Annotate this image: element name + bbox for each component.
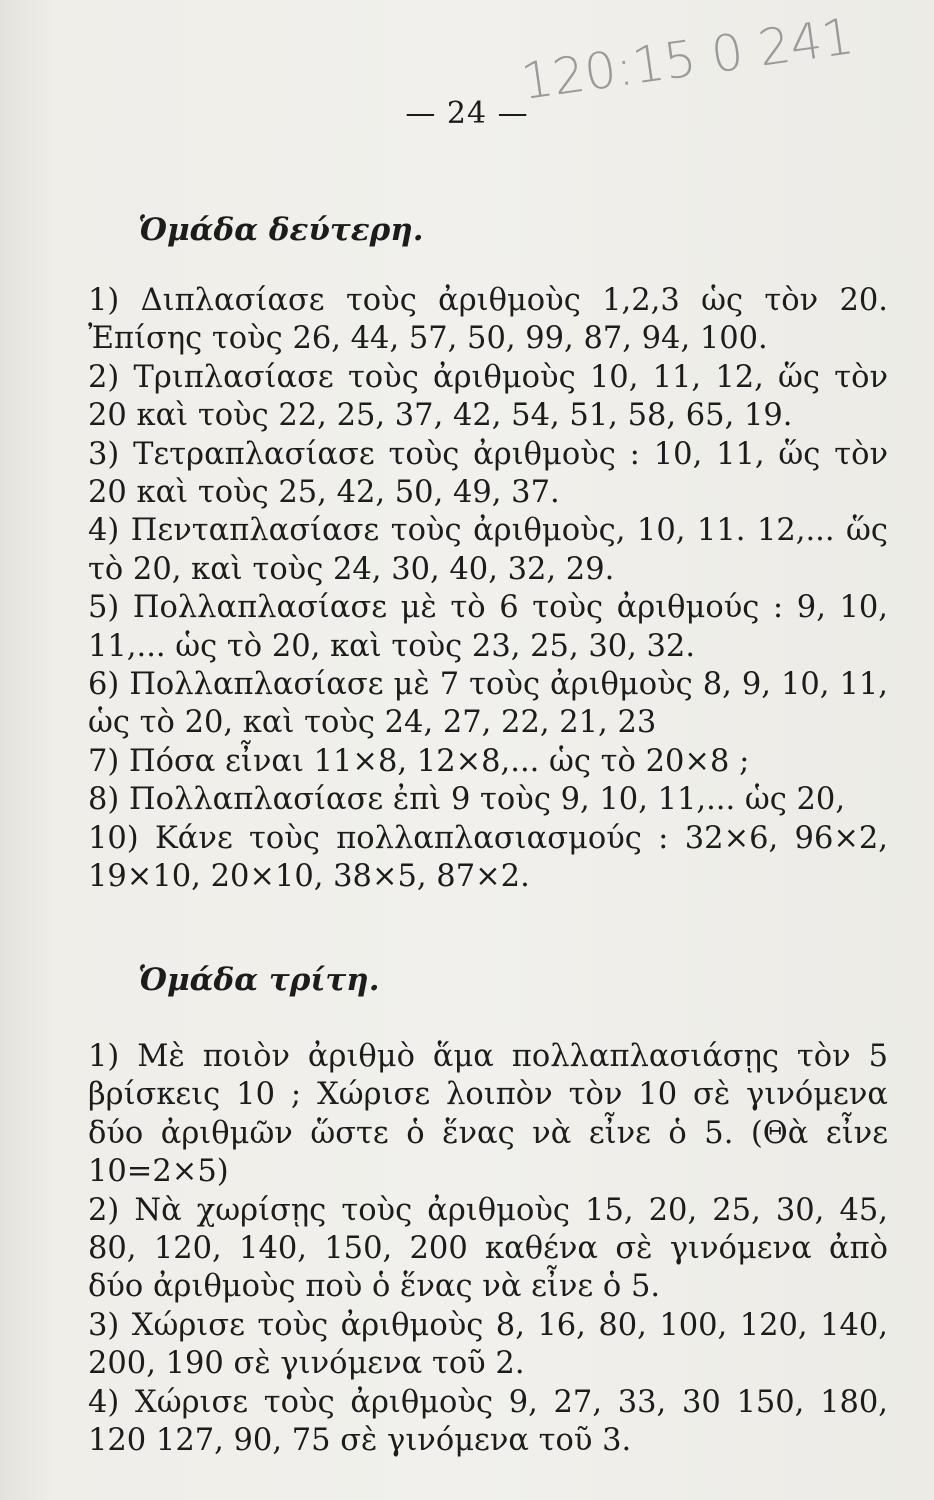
section-three-heading: Ὁμάδα τρίτη.: [138, 962, 380, 998]
section-two-exercises: [88, 282, 888, 897]
exercise-item: 2) Νὰ χωρίσῃς τοὺς ἀριθμοὺς 15, 20, 25, 30, 45, 80, 120, 140, 150, 200 καθένα σὲ γινόμενα ἀπὸ δύο ἀριθμοὺς ποὺ ὁ ἕνας νὰ εἶνε ὁ 5.: [88, 1192, 888, 1305]
handwritten-annotation: 120:15 0 241: [517, 6, 858, 112]
exercise-item: 3) Τετραπλασίασε τοὺς ἀριθμοὺς : 10, 11, ὥς τὸν 20 καὶ τοὺς 25, 42, 50, 49, 37.: [88, 436, 888, 511]
page-number: — 24 —: [405, 96, 529, 131]
exercise-item: 8) Πολλαπλασίασε ἐπὶ 9 τοὺς 9, 10, 11,... ὡς 20,: [88, 782, 846, 818]
section-three-exercises: [88, 1038, 888, 1460]
exercise-item: 4) Πενταπλασίασε τοὺς ἀριθμοὺς, 10, 11. 12,... ὥς τὸ 20, καὶ τοὺς 24, 30, 40, 32, 29.: [88, 513, 888, 587]
exercise-item: 3) Χώρισε τοὺς ἀριθμοὺς 8, 16, 80, 100, 120, 140, 200, 190 σὲ γινόμενα τοῦ 2.: [88, 1307, 888, 1382]
exercise-item: 1) Διπλασίασε τοὺς ἀριθμοὺς 1,2,3 ὡς τὸν 20. Ἐπίσης τοὺς 26, 44, 57, 50, 99, 87, 94, 100.: [88, 283, 888, 357]
section-two-heading: Ὁμάδα δεύτερη.: [138, 212, 424, 248]
exercise-item: 4) Χώρισε τοὺς ἀριθμοὺς 9, 27, 33, 30 150, 180, 120 127, 90, 75 σὲ γινόμενα τοῦ 3.: [88, 1384, 888, 1459]
exercise-item: 1) Μὲ ποιὸν ἀριθμὸ ἅμα πολλαπλασιάσῃς τὸν 5 βρίσκεις 10 ; Χώρισε λοιπὸν τὸν 10 σὲ γινόμενα δύο ἀριθμῶν ὥστε ὁ ἕνας νὰ εἶνε ὁ 5. (Θὰ εἶνε 10=2×5): [88, 1039, 888, 1190]
exercise-item: 10) Κάνε τοὺς πολλαπλασιασμούς : 32×6, 96×2, 19×10, 20×10, 38×5, 87×2.: [88, 820, 888, 895]
exercise-item: 2) Τριπλασίασε τοὺς ἀριθμοὺς 10, 11, 12, ὥς τὸν 20 καὶ τοὺς 22, 25, 37, 42, 54, 51, 58, 65, 19.: [88, 359, 888, 434]
exercise-item: 7) Πόσα εἶναι 11×8, 12×8,... ὡς τὸ 20×8 ;: [88, 743, 750, 779]
exercise-item: 5) Πολλαπλασίασε μὲ τὸ 6 τοὺς ἀριθμούς : 9, 10, 11,... ὡς τὸ 20, καὶ τοὺς 23, 25, 30, 32.: [88, 590, 888, 664]
exercise-item: 6) Πολλαπλασίασε μὲ 7 τοὺς ἀριθμοὺς 8, 9, 10, 11, ὡς τὸ 20, καὶ τοὺς 24, 27, 22, 21, 23: [88, 667, 888, 741]
